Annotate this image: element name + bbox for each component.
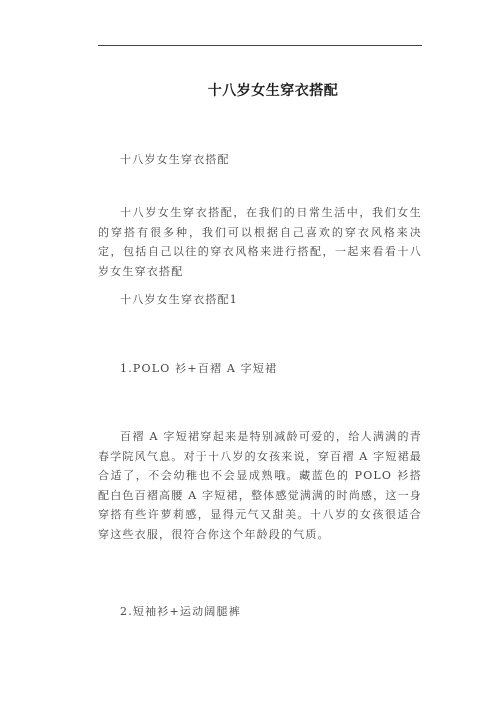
item-1-body: 百褶 A 字短裙穿起来是特别减龄可爱的，给人满满的青春学院风气息。对于十八岁的女孩来说，穿百褶 A 字短裙最合适了，不会幼稚也不会显成熟哦。藏蓝色的 POLO 衫搭配白色百褶高腰 A 字短裙，整体感觉满满的时尚感，这一身穿搭有些许萝莉感，显得元气又甜美。十八岁的女孩很适合穿这些衣服，很符合你这个年龄段的气质。 [98,430,422,541]
item-2-heading: 2.短袖衫+运动阔腿裤 [120,605,241,618]
intro-paragraph: 十八岁女生穿衣搭配，在我们的日常生活中，我们女生的穿搭有很多种，我们可以根据自己喜欢的穿衣风格来决定，包括自己以往的穿衣风格来进行搭配，一起来看看十八岁女生穿衣搭配 [98,206,422,278]
header-rule [98,45,422,46]
document-subtitle: 十八岁女生穿衣搭配 [120,153,230,166]
item-1-heading: 1.POLO 衫+百褶 A 字短裙 [120,362,278,375]
section-heading: 十八岁女生穿衣搭配1 [120,293,238,306]
document-title: 十八岁女生穿衣搭配 [207,83,339,99]
